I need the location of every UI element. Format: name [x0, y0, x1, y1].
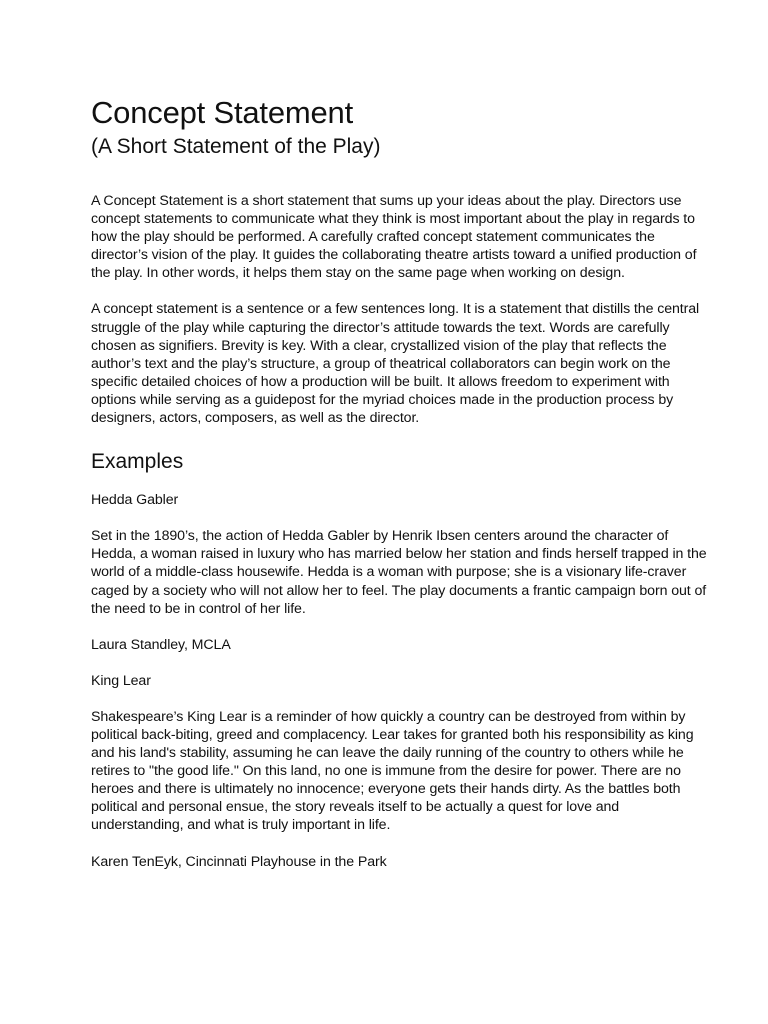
document-page: [91, 96, 711, 871]
intro-paragraph-2: A concept statement is a sentence or a few sentences long. It is a statement that distills the central struggle of the play while capturing the director’s attitude towards the text. Words are carefully chosen as signifiers. Brevity is key. With a clear, crystallized vision of the play that reflects the author’s text and the play’s structure, a group of theatrical collaborators can begin work on the specific detailed choices of how a production will be built. It allows freedom to experiment with options while serving as a guidepost for the myriad choices made in the production process by designers, actors, composers, as well as the director.: [91, 301, 700, 427]
example-author: Karen TenEyk, Cincinnati Playhouse in the Park: [91, 853, 387, 870]
example-text: Set in the 1890’s, the action of Hedda Gabler by Henrik Ibsen centers around the character of Hedda, a woman raised in luxury who has married below her station and finds herself trapped in the world of a middle-class housewife. Hedda is a woman with purpose; she is a visionary life-craver caged by a society who will not allow her to feel. The play documents a frantic campaign born out of the need to be in control of her life.: [91, 528, 707, 617]
example-play-title: King Lear: [91, 672, 151, 689]
examples-heading: Examples: [91, 450, 184, 474]
page-subtitle: (A Short Statement of the Play): [91, 135, 381, 158]
intro-paragraph-1: A Concept Statement is a short statement that sums up your ideas about the play. Directors use concept statements to communicate what they think is most important about the play in regards to how the play should be performed. A carefully crafted concept statement communicates the director’s vision of the play. It guides the collaborating theatre artists toward a unified production of the play. In other words, it helps them stay on the same page when working on design.: [91, 193, 697, 282]
example-text: Shakespeare’s King Lear is a reminder of how quickly a country can be destroyed from within by political back-biting, greed and complacency. Lear takes for granted both his responsibility as king and his land's stability, assuming he can leave the daily running of the country to others while he retires to "the good life." On this land, no one is immune from the desire for power. There are no heroes and there is ultimately no innocence; everyone gets their hands dirty. As the battles both political and personal ensue, the story reveals itself to be actually a quest for love and understanding, and what is truly important in life.: [91, 708, 694, 834]
example-author: Laura Standley, MCLA: [91, 636, 231, 653]
example-king-lear: [91, 672, 711, 871]
page-title: Concept Statement: [91, 95, 353, 130]
example-play-title: Hedda Gabler: [91, 492, 179, 509]
example-hedda-gabler: [91, 491, 711, 654]
